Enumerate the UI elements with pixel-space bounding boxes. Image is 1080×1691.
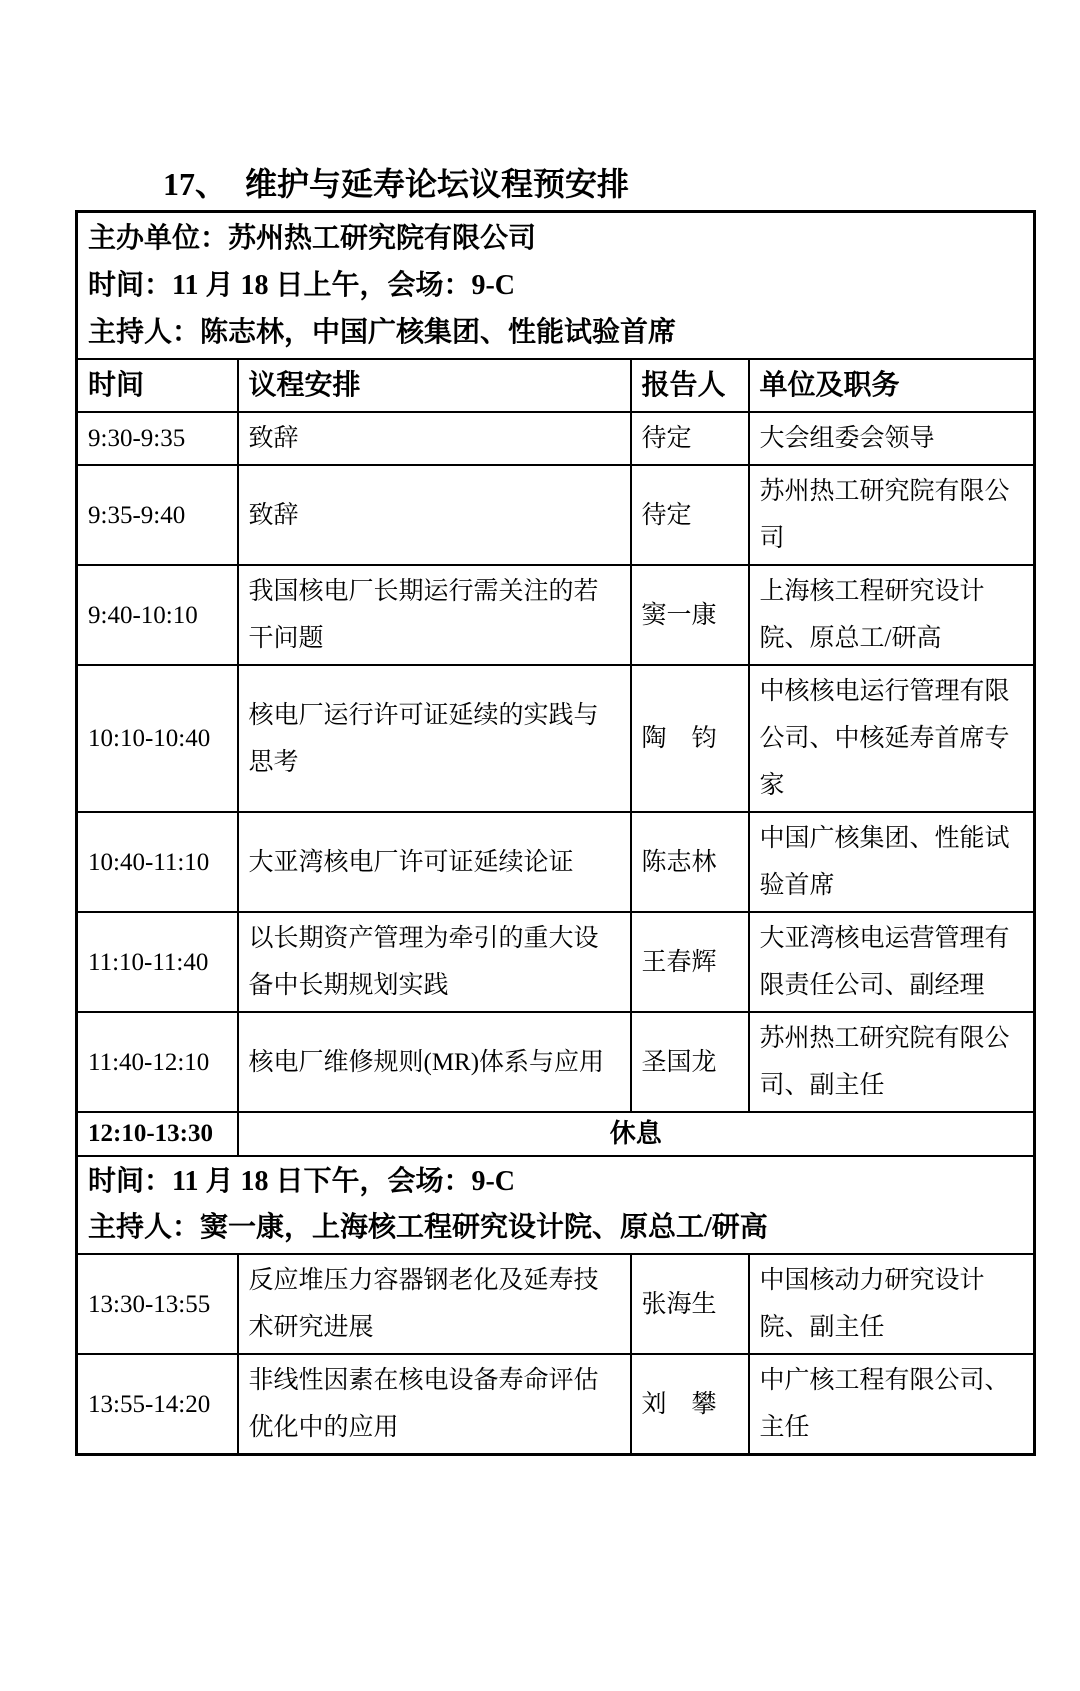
session1-chair: 主持人：陈志林，中国广核集团、性能试验首席 xyxy=(88,317,677,348)
agenda-table xyxy=(75,210,1036,1456)
speaker-cell: 圣国龙 xyxy=(631,1012,749,1112)
org-cell: 中国核动力研究设计院、副主任 xyxy=(749,1254,1035,1354)
break-time-cell: 12:10-13:30 xyxy=(77,1112,238,1156)
agenda-row xyxy=(77,1354,1035,1455)
page-title xyxy=(163,164,1080,204)
speaker-cell: 窦一康 xyxy=(631,565,749,665)
agenda-cell: 致辞 xyxy=(238,465,631,565)
agenda-cell: 反应堆压力容器钢老化及延寿技术研究进展 xyxy=(238,1254,631,1354)
agenda-cell: 致辞 xyxy=(238,412,631,465)
org-cell: 苏州热工研究院有限公司 xyxy=(749,465,1035,565)
time-cell: 9:35-9:40 xyxy=(77,465,238,565)
break-row xyxy=(77,1112,1035,1156)
org-cell: 上海核工程研究设计院、原总工/研高 xyxy=(749,565,1035,665)
speaker-cell: 待定 xyxy=(631,412,749,465)
time-cell: 11:40-12:10 xyxy=(77,1012,238,1112)
time-cell: 9:30-9:35 xyxy=(77,412,238,465)
title-text: 维护与延寿论坛议程预安排 xyxy=(245,166,630,202)
agenda-row xyxy=(77,912,1035,1012)
agenda-row xyxy=(77,812,1035,912)
org-cell: 苏州热工研究院有限公司、副主任 xyxy=(749,1012,1035,1112)
time-cell: 9:40-10:10 xyxy=(77,565,238,665)
session2-info-cell xyxy=(77,1156,1035,1254)
org-cell: 中广核工程有限公司、主任 xyxy=(749,1354,1035,1455)
speaker-cell: 刘 攀 xyxy=(631,1354,749,1455)
org-cell: 大会组委会领导 xyxy=(749,412,1035,465)
speaker-cell: 陈志林 xyxy=(631,812,749,912)
speaker-cell: 待定 xyxy=(631,465,749,565)
agenda-cell: 非线性因素在核电设备寿命评估优化中的应用 xyxy=(238,1354,631,1455)
agenda-cell: 我国核电厂长期运行需关注的若干问题 xyxy=(238,565,631,665)
session2-time: 时间：11 月 18 日下午，会场：9-C xyxy=(88,1166,516,1197)
agenda-row xyxy=(77,665,1035,812)
time-cell: 11:10-11:40 xyxy=(77,912,238,1012)
header-cell-speaker: 报告人 xyxy=(631,359,749,412)
org-cell: 中国广核集团、性能试验首席 xyxy=(749,812,1035,912)
session1-time: 时间：11 月 18 日上午，会场：9-C xyxy=(88,270,516,301)
time-cell: 13:55-14:20 xyxy=(77,1354,238,1455)
speaker-cell: 王春辉 xyxy=(631,912,749,1012)
agenda-cell: 以长期资产管理为牵引的重大设备中长期规划实践 xyxy=(238,912,631,1012)
session1-info-row xyxy=(77,212,1035,360)
org-cell: 中核核电运行管理有限公司、中核延寿首席专家 xyxy=(749,665,1035,812)
session2-chair: 主持人：窦一康，上海核工程研究设计院、原总工/研高 xyxy=(88,1212,768,1243)
header-cell-org: 单位及职务 xyxy=(749,359,1035,412)
session1-info-cell xyxy=(77,212,1035,360)
break-label-cell: 休息 xyxy=(238,1112,1035,1156)
org-cell: 大亚湾核电运营管理有限责任公司、副经理 xyxy=(749,912,1035,1012)
title-number: 17、 xyxy=(163,166,228,202)
agenda-row xyxy=(77,465,1035,565)
agenda-row xyxy=(77,1012,1035,1112)
agenda-cell: 核电厂运行许可证延续的实践与思考 xyxy=(238,665,631,812)
session1-host-org: 主办单位：苏州热工研究院有限公司 xyxy=(88,223,537,254)
session2-info-row xyxy=(77,1156,1035,1254)
time-cell: 10:10-10:40 xyxy=(77,665,238,812)
table-header-row xyxy=(77,359,1035,412)
time-cell: 10:40-11:10 xyxy=(77,812,238,912)
speaker-cell: 陶 钧 xyxy=(631,665,749,812)
agenda-cell: 大亚湾核电厂许可证延续论证 xyxy=(238,812,631,912)
agenda-row xyxy=(77,565,1035,665)
header-cell-time: 时间 xyxy=(77,359,238,412)
time-cell: 13:30-13:55 xyxy=(77,1254,238,1354)
speaker-cell: 张海生 xyxy=(631,1254,749,1354)
agenda-row xyxy=(77,1254,1035,1354)
agenda-row xyxy=(77,412,1035,465)
header-cell-agenda: 议程安排 xyxy=(238,359,631,412)
agenda-cell: 核电厂维修规则(MR)体系与应用 xyxy=(238,1012,631,1112)
